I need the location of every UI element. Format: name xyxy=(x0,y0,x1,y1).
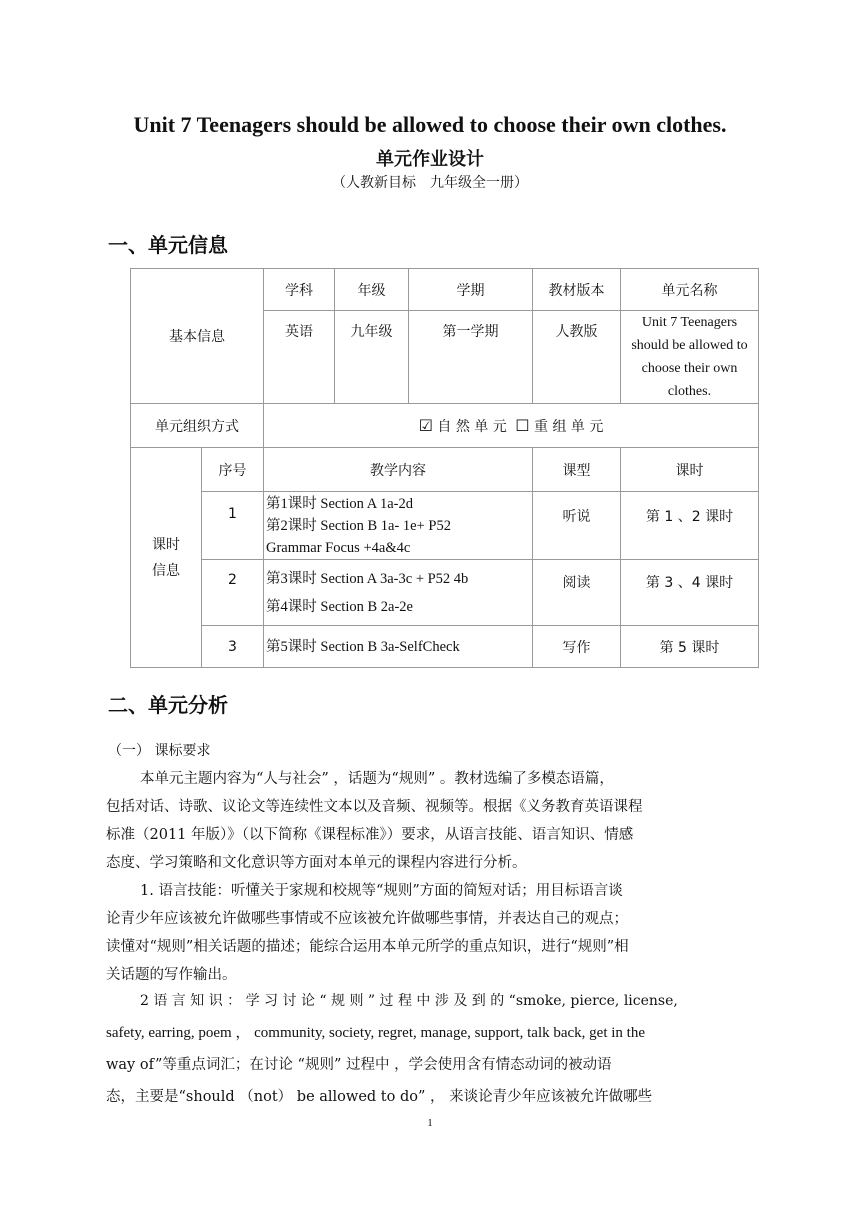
row-number: 3 xyxy=(202,626,264,668)
value-subject: 英语 xyxy=(264,311,335,404)
row-lesson-hours: 第 5 课时 xyxy=(621,626,759,668)
content-line: 第4课时 Section B 2a-2e xyxy=(266,598,413,615)
row-content xyxy=(264,626,533,668)
lesson-label-line: 课时 xyxy=(152,536,180,553)
unit-name-line: choose their own xyxy=(641,361,738,376)
row-content xyxy=(264,492,533,560)
section-heading-unit-info: 一、单元信息 xyxy=(108,233,228,257)
text-line: 关话题的写作输出。 xyxy=(106,967,237,983)
text-line: 论青少年应该被允许做哪些事情或不应该被允许做哪些事情，并表达自己的观点； xyxy=(106,911,628,927)
text-line: 态，主要是“should （not） be allowed to do” ， 来谈论青少年应该被允许做哪些 xyxy=(106,1089,653,1105)
header-grade: 年级 xyxy=(335,269,409,311)
header-unit-name: 单元名称 xyxy=(621,269,759,311)
unit-name-line: should be allowed to xyxy=(631,338,748,353)
header-term: 学期 xyxy=(409,269,533,311)
value-grade: 九年级 xyxy=(335,311,409,404)
header-number: 序号 xyxy=(202,448,264,492)
row-lesson-hours: 第 1 、2 课时 xyxy=(621,492,759,560)
header-content: 教学内容 xyxy=(264,448,533,492)
document-title-cn: 单元作业设计 xyxy=(376,149,484,170)
content-line: 第2课时 Section B 1a- 1e+ P52 xyxy=(266,517,451,534)
value-unit-name xyxy=(621,311,759,404)
row-number: 2 xyxy=(202,560,264,626)
value-term: 第一学期 xyxy=(409,311,533,404)
value-textbook: 人教版 xyxy=(533,311,621,404)
document-subtitle: （人教新目标 九年级全一册） xyxy=(332,175,528,191)
org-method-options xyxy=(264,404,759,448)
content-line: 第5课时 Section B 3a-SelfCheck xyxy=(266,638,460,655)
content-line: Grammar Focus +4a&4c xyxy=(266,539,411,556)
text-line: 本单元主题内容为“人与社会” ，话题为“规则” 。教材选编了多模态语篇， xyxy=(140,771,614,787)
content-line: 第3课时 Section A 3a-3c + P52 4b xyxy=(266,570,469,587)
subsection-heading-curriculum: （一） 课标要求 xyxy=(108,743,211,759)
basic-info-label: 基本信息 xyxy=(131,269,264,404)
text-line: 态度、学习策略和文化意识等方面对本单元的课程内容进行分析。 xyxy=(106,855,527,871)
unchecked-checkbox-icon[interactable]: ☐ xyxy=(515,415,530,435)
paragraph-intro xyxy=(106,765,732,877)
row-lesson-type: 写作 xyxy=(533,626,621,668)
paragraph-language-skills xyxy=(106,877,732,989)
document-title-en: Unit 7 Teenagers should be allowed to choose their own clothes. xyxy=(133,112,727,137)
content-line: 第1课时 Section A 1a-2d xyxy=(266,495,414,512)
text-line: 包括对话、诗歌、议论文等连续性文本以及音频、视频等。根据《义务教育英语课程 xyxy=(106,799,643,815)
org-method-label: 单元组织方式 xyxy=(131,404,264,448)
row-content xyxy=(264,560,533,626)
natural-unit-option: 自 然 单 元 xyxy=(437,418,507,435)
row-number: 1 xyxy=(202,492,264,560)
text-line: safety, earring, poem ， community, society, regret, manage, support, talk back, get in the xyxy=(106,1025,645,1041)
text-line: way of”等重点词汇；在讨论 “规则” 过程中 ，学会使用含有情态动词的被动语 xyxy=(106,1057,612,1073)
unit-name-line: clothes. xyxy=(667,384,712,399)
text-line: 1. 语言技能：听懂关于家规和校规等“规则”方面的简短对话；用目标语言谈 xyxy=(140,883,623,899)
lesson-label-line: 信息 xyxy=(152,562,180,579)
header-textbook: 教材版本 xyxy=(533,269,621,311)
paragraph-language-knowledge xyxy=(106,985,732,1113)
row-lesson-type: 阅读 xyxy=(533,560,621,626)
text-line: 标准（2011 年版）》（以下简称《课程标准》）要求，从语言技能、语言知识、情感 xyxy=(106,827,634,843)
section-heading-unit-analysis: 二、单元分析 xyxy=(108,693,228,717)
text-line: 读懂对“规则”相关话题的描述；能综合运用本单元所学的重点知识，进行“规则”相 xyxy=(106,939,629,955)
row-lesson-type: 听说 xyxy=(533,492,621,560)
text-line: 2 语 言 知 识 ： 学 习 讨 论 “ 规 则 ” 过 程 中 涉 及 到 的 “smoke, pierce, license, xyxy=(140,993,678,1009)
page-number: 1 xyxy=(427,1117,433,1129)
checked-checkbox-icon[interactable]: ☑ xyxy=(418,415,433,435)
regrouped-unit-option: 重 组 单 元 xyxy=(534,418,604,435)
unit-name-line: Unit 7 Teenagers xyxy=(641,315,738,330)
row-lesson-hours: 第 3 、4 课时 xyxy=(621,560,759,626)
header-lesson-type: 课型 xyxy=(533,448,621,492)
header-lesson-hours: 课时 xyxy=(621,448,759,492)
header-subject: 学科 xyxy=(264,269,335,311)
lesson-info-label xyxy=(131,448,202,668)
unit-info-table xyxy=(130,268,759,668)
